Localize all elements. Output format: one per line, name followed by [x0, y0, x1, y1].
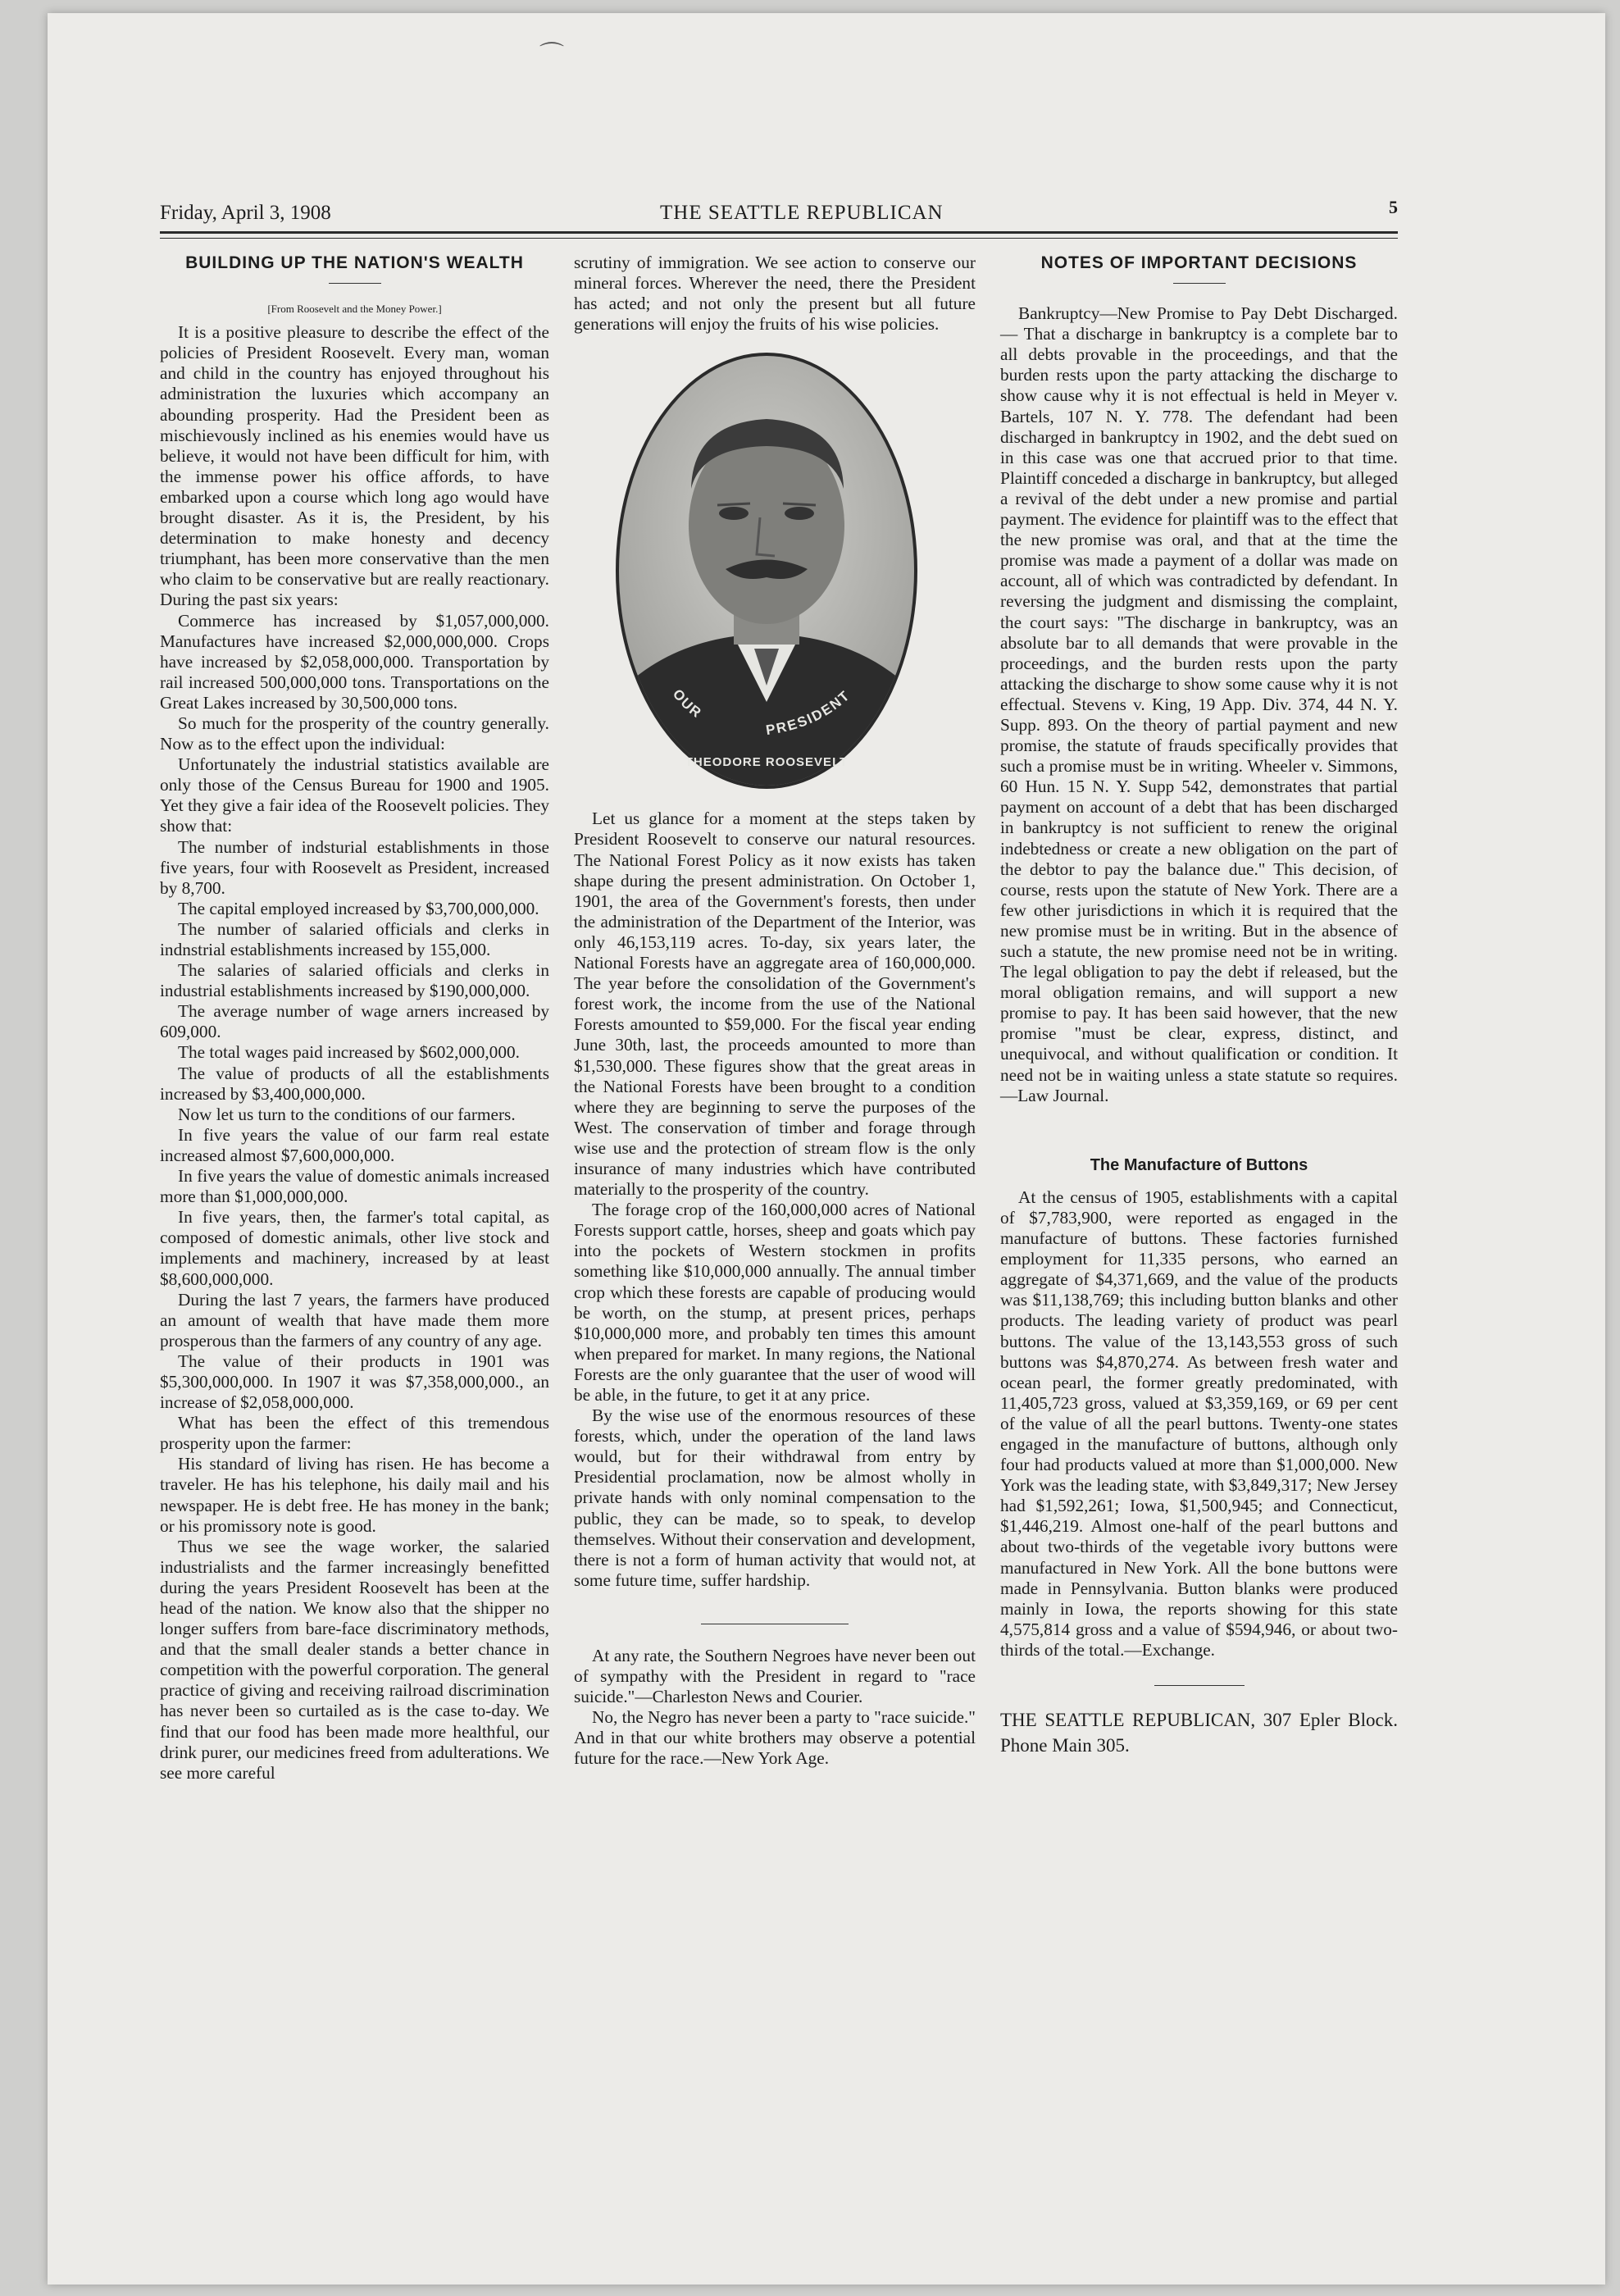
race-suicide-items	[574, 1646, 976, 1770]
roosevelt-portrait-image	[611, 349, 922, 792]
paragraph: The total wages paid increased by $602,000,000.	[178, 1042, 520, 1063]
masthead	[160, 197, 1398, 230]
paragraph: His standard of living has risen. He has become a traveler. He has his telephone, his daily mail and his newspaper. He is debt free. He has money in the bank; or his promissory note is good.	[160, 1454, 549, 1536]
page-number: 5	[1389, 197, 1398, 217]
paragraph: What has been the effect of this tremendous prosperity upon the farmer:	[160, 1413, 549, 1454]
title-rule	[1173, 283, 1226, 284]
office-notice: THE SEATTLE REPUBLICAN, 307 Epler Block. Phone Main 305.	[1000, 1710, 1398, 1756]
portrait-caption-bottom: THEODORE ROOSEVELT	[685, 755, 849, 770]
paragraph: The value of their products in 1901 was $5,300,000,000. In 1907 it was $7,358,000,000., an increase of $2,058,000,000.	[160, 1351, 549, 1413]
paragraph: In five years, then, the farmer's total capital, as composed of domestic animals, other live stock and implements and machinery, increased by at least $8,600,000,000.	[160, 1207, 549, 1289]
article-credit: [From Roosevelt and the Money Power.]	[267, 303, 442, 316]
paragraph: The forage crop of the 160,000,000 acres of National Forests support cattle, horses, sheep and goats which pay into the pockets of Western stockmen in profits something like $10,000,000 annually. The annual timber crop which these forests are capable of producing would be worth, on the stump, at present prices, perhaps $10,000,000 more, and probably ten times this amount when prepared for market. In many regions, the National Forests are the only guarantee that the user of wood will be able, in the future, to get it at any price.	[574, 1200, 976, 1405]
section-divider	[1154, 1685, 1245, 1686]
paragraph: The number of salaried officials and clerks in indnstrial establishments increased by 155,000.	[160, 918, 549, 959]
column-one	[160, 253, 549, 1784]
paper-name: THE SEATTLE REPUBLICAN	[660, 202, 944, 224]
paragraph: The salaries of salaried officials and clerks in industrial establishments increased by $190,000,000.	[160, 960, 549, 1001]
paragraph: The value of products of all the establishments increased by $3,400,000,000.	[160, 1063, 549, 1104]
portrait-caption-right: PRESIDENT	[764, 687, 853, 739]
paragraph: At any rate, the Southern Negroes have never been out of sympathy with the President in regard to "race suicide."—Charleston News and Courier.	[574, 1645, 976, 1707]
masthead-rule-thin	[160, 238, 1398, 239]
article-body-wealth	[160, 322, 549, 1784]
paragraph: It is a positive pleasure to describe the effect of the policies of President Roosevelt. Every man, woman and child in the country has enjoyed throughout his administration the luxuries which accompany an abounding prosperity. Had the President been as mischievously inclined as his enemies would have us believe, it would not have been difficult for him, with the immense power his office affords, to have embarked upon a course which long ago would have brought disaster. As it is, the President, by his determination to make honesty and decency triumphant, has been more conservative than the men who claim to be conservative but are really reactionary. During the past six years:	[160, 322, 549, 610]
paragraph: Thus we see the wage worker, the salaried industrialists and the farmer increasingly benefitted during the years President Roosevelt has been at the head of the nation. We know also that the shipper no longer suffers from bare-face discriminatory methods, and that the small dealer stands a better chance in competition with the powerful corporation. The general practice of giving and receiving railroad discrimination has never been so curtailed as is the case to-day. We find that our food has been made more healthful, our drink purer, our medicines freed from adulterations. We see more careful	[160, 1536, 549, 1783]
article-title-wealth: BUILDING UP THE NATION'S WEALTH	[185, 253, 524, 272]
decisions-body: Bankruptcy—New Promise to Pay Debt Discharged. — That a discharge in bankruptcy is a complete bar to all debts provable in the proceedings, and that the burden rests upon the party attacking the discharge to show cause why it is not effectual is held in Meyer v. Bartels, 107 N. Y. 778. The defendant had been discharged in bankruptcy in 1902, and the debt sued on in this case was one that accrued prior to that time. Plaintiff conceded a discharge in bankruptcy, but alleged a revival of the debt under a new promise and partial payment. The evidence for plaintiff was to the effect that the new promise was oral, and that at the time the promise was made a payment of a dollar was made on account, all of which was contradicted by defendant. In reversing the judgment and dismissing the complaint, the court says: "The discharge in bankruptcy, was an absolute bar to all demands that were provable in the proceedings, and the burden rests upon the party attacking the discharge to show some cause why it is not effectual. Stevens v. King, 19 App. Div. 374, 44 N. Y. Supp. 893. On the theory of partial payment and new promise, the statute of frauds specifically provides that such a promise must be in writing. Wheeler v. Simmons, 60 Hun. 15 N. Y. Supp 542, demonstrates that partial payment on account of a debt that has been discharged in bankruptcy is not sufficient to renew the original indebtedness or create a new obligation on the part of the debtor to pay the balance due." This decision, of course, rests upon the statute of New York. There are a few other jurisdictions in which it is required that the new promise must be in writing. But in the absence of such a statute, the new promise need not be in writing. The legal obligation to pay the debt if released, but the moral obligation remains, and will support a new promise to pay. It has been said however, that the new promise "must be clear, express, distinct, and unequivocal, and without qualification or condition. It need not be in waiting unless a state statute so requires. —Law Journal.	[1000, 303, 1398, 1105]
buttons-body: At the census of 1905, establishments with a capital of $7,783,900, were reported as engaged in the manufacture of buttons. These factories furnished employment for 11,335 persons, who earned an aggregate of $4,371,669, and the value of the products was $11,138,769; this including button blanks and other products. The leading variety of product was pearl buttons. The value of the 13,143,553 gross of such buttons was $4,870,274. As between fresh water and ocean pearl, the former greatly predominated, with 11,405,723 gross, valued at $3,359,169, or 69 per cent of the value of all the pearl buttons. Twenty-one states engaged in the manufacture of buttons, although only four had products valued at more than $1,000,000. New York was the leading state, with $3,849,317; New Jersey had $1,592,261; Iowa, $1,500,945; and Connecticut, $1,446,219. Almost one-half of the pearl buttons and about two-thirds of the vegetable ivory buttons were manufactured in New York. All the bone buttons were made in Pennsylvania. Button blanks were produced mainly in Iowa, the reports showing for this state 4,575,814 gross and a value of $594,946, or about two-thirds of the total.—Exchange.	[1000, 1187, 1398, 1660]
portrait-caption-left: OUR	[669, 686, 705, 722]
column-two	[574, 253, 976, 1770]
issue-date: Friday, April 3, 1908	[160, 202, 331, 224]
paragraph: So much for the prosperity of the country generally. Now as to the effect upon the individual:	[160, 713, 549, 754]
paragraph: During the last 7 years, the farmers have produced an amount of wealth that have made them more prosperous than the farmers of any country of any age.	[160, 1289, 549, 1351]
title-rule	[329, 283, 381, 284]
paragraph: In five years the value of our farm real estate increased almost $7,600,000,000.	[160, 1124, 549, 1165]
paragraph: In five years the value of domestic animals increased more than $1,000,000,000.	[160, 1166, 549, 1207]
paragraph: Let us glance for a moment at the steps taken by President Roosevelt to conserve our natural resources. The National Forest Policy as it now exists has taken shape during the present administration. On October 1, 1901, the area of the Government's forests, then under the administration of the Department of the Interior, was only 46,153,119 acres. To-day, six years later, the National Forests have an aggregate area of 160,000,000. The year before the consolidation of the Government's forest work, the income from the use of the National Forests amounted to $59,000. For the fiscal year ending June 30th, last, the proceeds amounted to more than $1,530,000. These figures show that the great areas in the National Forests have been brought to a condition where they are beginning to serve the purposes of the West. The conservation of timber and forage through wise use and the protection of stream flow is the only insurance of many industries which have contributed materially to the prosperity of the country.	[574, 809, 976, 1200]
masthead-rule-thick	[160, 231, 1398, 234]
article-body-forests	[574, 809, 976, 1591]
paragraph: The number of indsturial establishments in those five years, four with Roosevelt as President, increased by 8,700.	[160, 836, 549, 898]
paragraph: The average number of wage arners increased by 609,000.	[160, 1001, 549, 1042]
paragraph: Unfortunately the industrial statistics available are only those of the Census Bureau for 1900 and 1905. Yet they give a fair idea of the Roosevelt policies. They show that:	[160, 754, 549, 836]
paragraph: By the wise use of the enormous resources of these forests, which, under the operation of the land laws would, but for their withdrawal from entry by Presidential proclamation, now be almost wholly in private hands with only nominal compensation to the public, they can be made, so to speak, to develop themselves. Without their conservation and development, there is not a form of human activity that would not, at some future time, suffer hardship.	[574, 1405, 976, 1590]
continued-paragraph: scrutiny of immigration. We see action to conserve our mineral forces. Wherever the need, there the President has acted; and not only the present but all future generations will enjoy the fruits of his wise policies.	[574, 253, 976, 335]
pencil-mark-icon: ⌒	[539, 42, 564, 69]
article-title-decisions: NOTES OF IMPORTANT DECISIONS	[1040, 253, 1358, 272]
portrait-frame	[574, 349, 976, 792]
paragraph: No, the Negro has never been a party to "race suicide." And in that our white brothers may observe a potential future for the race.—New York Age.	[574, 1707, 976, 1769]
column-three	[1000, 253, 1398, 1758]
paragraph: Now let us turn to the conditions of our farmers.	[178, 1104, 516, 1124]
article-title-buttons: The Manufacture of Buttons	[1090, 1155, 1308, 1174]
paragraph: Commerce has increased by $1,057,000,000. Manufactures have increased $2,000,000,000. Crops have increased by $2,058,000,000. Transportation by rail increased 500,000,000 tons. Transportations on the Great Lakes increased by 30,500,000 tons.	[160, 610, 549, 713]
paragraph: The capital employed increased by $3,700,000,000.	[178, 898, 539, 918]
